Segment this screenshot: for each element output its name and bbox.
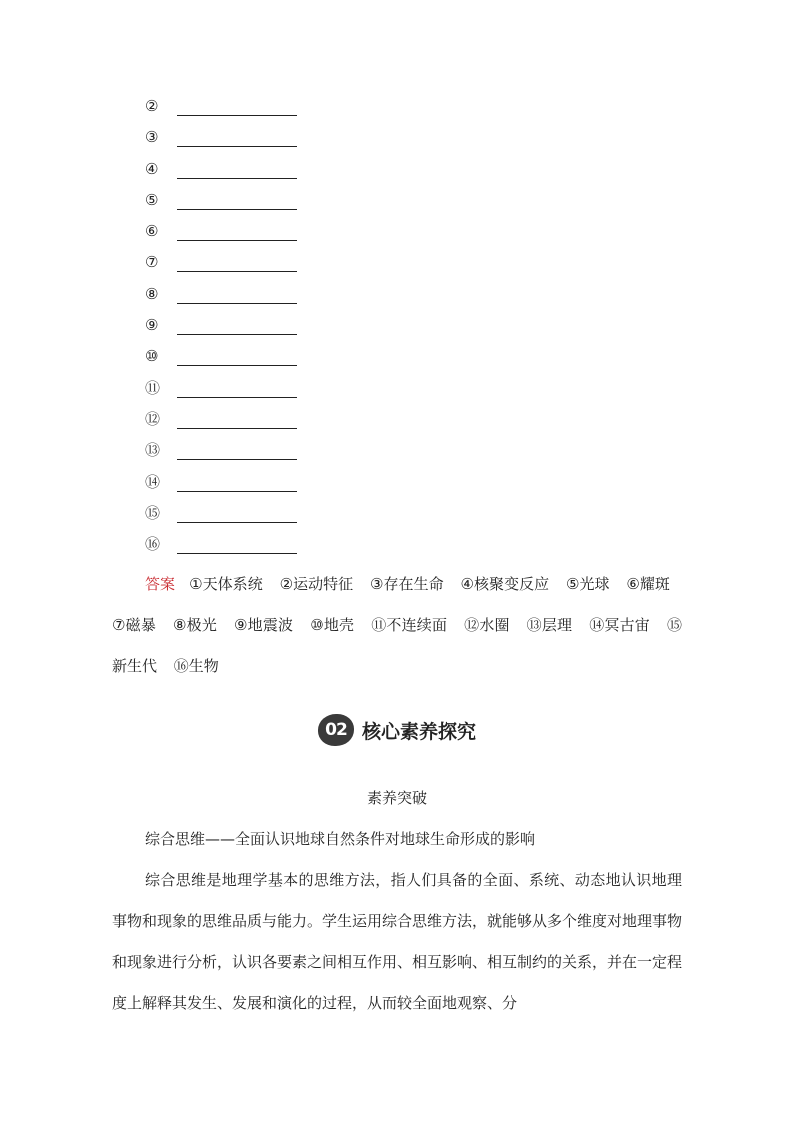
blank-number: ⑯ bbox=[145, 535, 161, 554]
blank-line bbox=[177, 248, 297, 272]
section-number-badge: 02 bbox=[318, 714, 354, 746]
blank-line bbox=[177, 405, 297, 429]
body-paragraph: 综合思维是地理学基本的思维方法，指人们具备的全面、系统、动态地认识地理事物和现象的思维品质与能力。学生运用综合思维方法，就能够从多个维度对地理事物和现象进行分析，认识各要素之间相互作用、相互影响、相互制约的关系，并在一定程度上解释其发生、发展和演化的过程，从而较全面地观察、分 bbox=[112, 871, 683, 1012]
answer-block bbox=[112, 564, 682, 687]
blank-line bbox=[177, 468, 297, 492]
blank-number: ⑧ bbox=[145, 284, 159, 303]
blank-line bbox=[177, 92, 297, 116]
blank-row bbox=[145, 436, 297, 467]
blank-row bbox=[145, 530, 297, 561]
answer-item: ⑯生物 bbox=[173, 657, 219, 675]
blank-line bbox=[177, 155, 297, 179]
blank-number: ⑦ bbox=[145, 253, 159, 272]
answer-item: ⑩地壳 bbox=[310, 616, 355, 634]
answer-item: ⑭冥古宙 bbox=[589, 616, 650, 634]
answer-item: ⑤光球 bbox=[566, 575, 610, 593]
answer-item: ①天体系统 bbox=[189, 575, 263, 593]
answer-item: ⑦磁暴 bbox=[112, 616, 157, 634]
blank-row bbox=[145, 280, 297, 311]
blank-row bbox=[145, 374, 297, 405]
blank-line bbox=[177, 436, 297, 460]
blank-row bbox=[145, 468, 297, 499]
blank-number: ③ bbox=[145, 128, 159, 147]
blank-line bbox=[177, 123, 297, 147]
answer-item: ⑬层理 bbox=[526, 616, 573, 634]
blank-row bbox=[145, 342, 297, 373]
blank-row bbox=[145, 186, 297, 217]
answer-item: ⑥耀斑 bbox=[626, 575, 670, 593]
section-header bbox=[0, 710, 794, 750]
blank-number: ⑥ bbox=[145, 222, 159, 241]
blank-row bbox=[145, 405, 297, 436]
blank-number: ⑤ bbox=[145, 190, 159, 209]
topic-heading: 综合思维——全面认识地球自然条件对地球生命形成的影响 bbox=[145, 830, 536, 848]
blank-number: ⑭ bbox=[145, 472, 161, 491]
blank-number: ⑫ bbox=[145, 409, 161, 428]
blank-row bbox=[145, 499, 297, 530]
answer-item: ③存在生命 bbox=[370, 575, 444, 593]
blank-number: ④ bbox=[145, 159, 159, 178]
blank-line bbox=[177, 311, 297, 335]
answer-label: 答案 bbox=[145, 575, 176, 593]
blank-row bbox=[145, 123, 297, 154]
answer-items bbox=[112, 575, 682, 675]
section-title: 核心素养探究 bbox=[361, 720, 476, 743]
answer-item: ④核聚变反应 bbox=[460, 575, 550, 593]
blank-row bbox=[145, 217, 297, 248]
answer-item: ⑮新生代 bbox=[112, 616, 682, 675]
blank-number: ⑩ bbox=[145, 347, 159, 366]
blank-line bbox=[177, 374, 297, 398]
blank-line bbox=[177, 342, 297, 366]
blank-number: ⑮ bbox=[145, 503, 161, 522]
blank-line bbox=[177, 186, 297, 210]
blank-number: ⑨ bbox=[145, 316, 159, 335]
blank-row bbox=[145, 248, 297, 279]
answer-item: ⑨地震波 bbox=[234, 616, 294, 634]
blank-line bbox=[177, 280, 297, 304]
answer-item: ②运动特征 bbox=[279, 575, 354, 593]
fill-in-blanks-list bbox=[145, 92, 297, 561]
answer-item: ⑧极光 bbox=[173, 616, 218, 634]
subheading: 素养突破 bbox=[366, 789, 427, 807]
blank-line bbox=[177, 217, 297, 241]
blank-row bbox=[145, 311, 297, 342]
blank-line bbox=[177, 499, 297, 523]
blank-row bbox=[145, 92, 297, 123]
blank-number: ② bbox=[145, 97, 159, 115]
blank-number: ⑬ bbox=[145, 441, 161, 460]
answer-item: ⑫水圈 bbox=[464, 616, 510, 634]
blank-number: ⑪ bbox=[145, 378, 161, 397]
answer-item: ⑪不连续面 bbox=[371, 616, 448, 634]
blank-row bbox=[145, 155, 297, 186]
blank-line bbox=[177, 530, 297, 554]
